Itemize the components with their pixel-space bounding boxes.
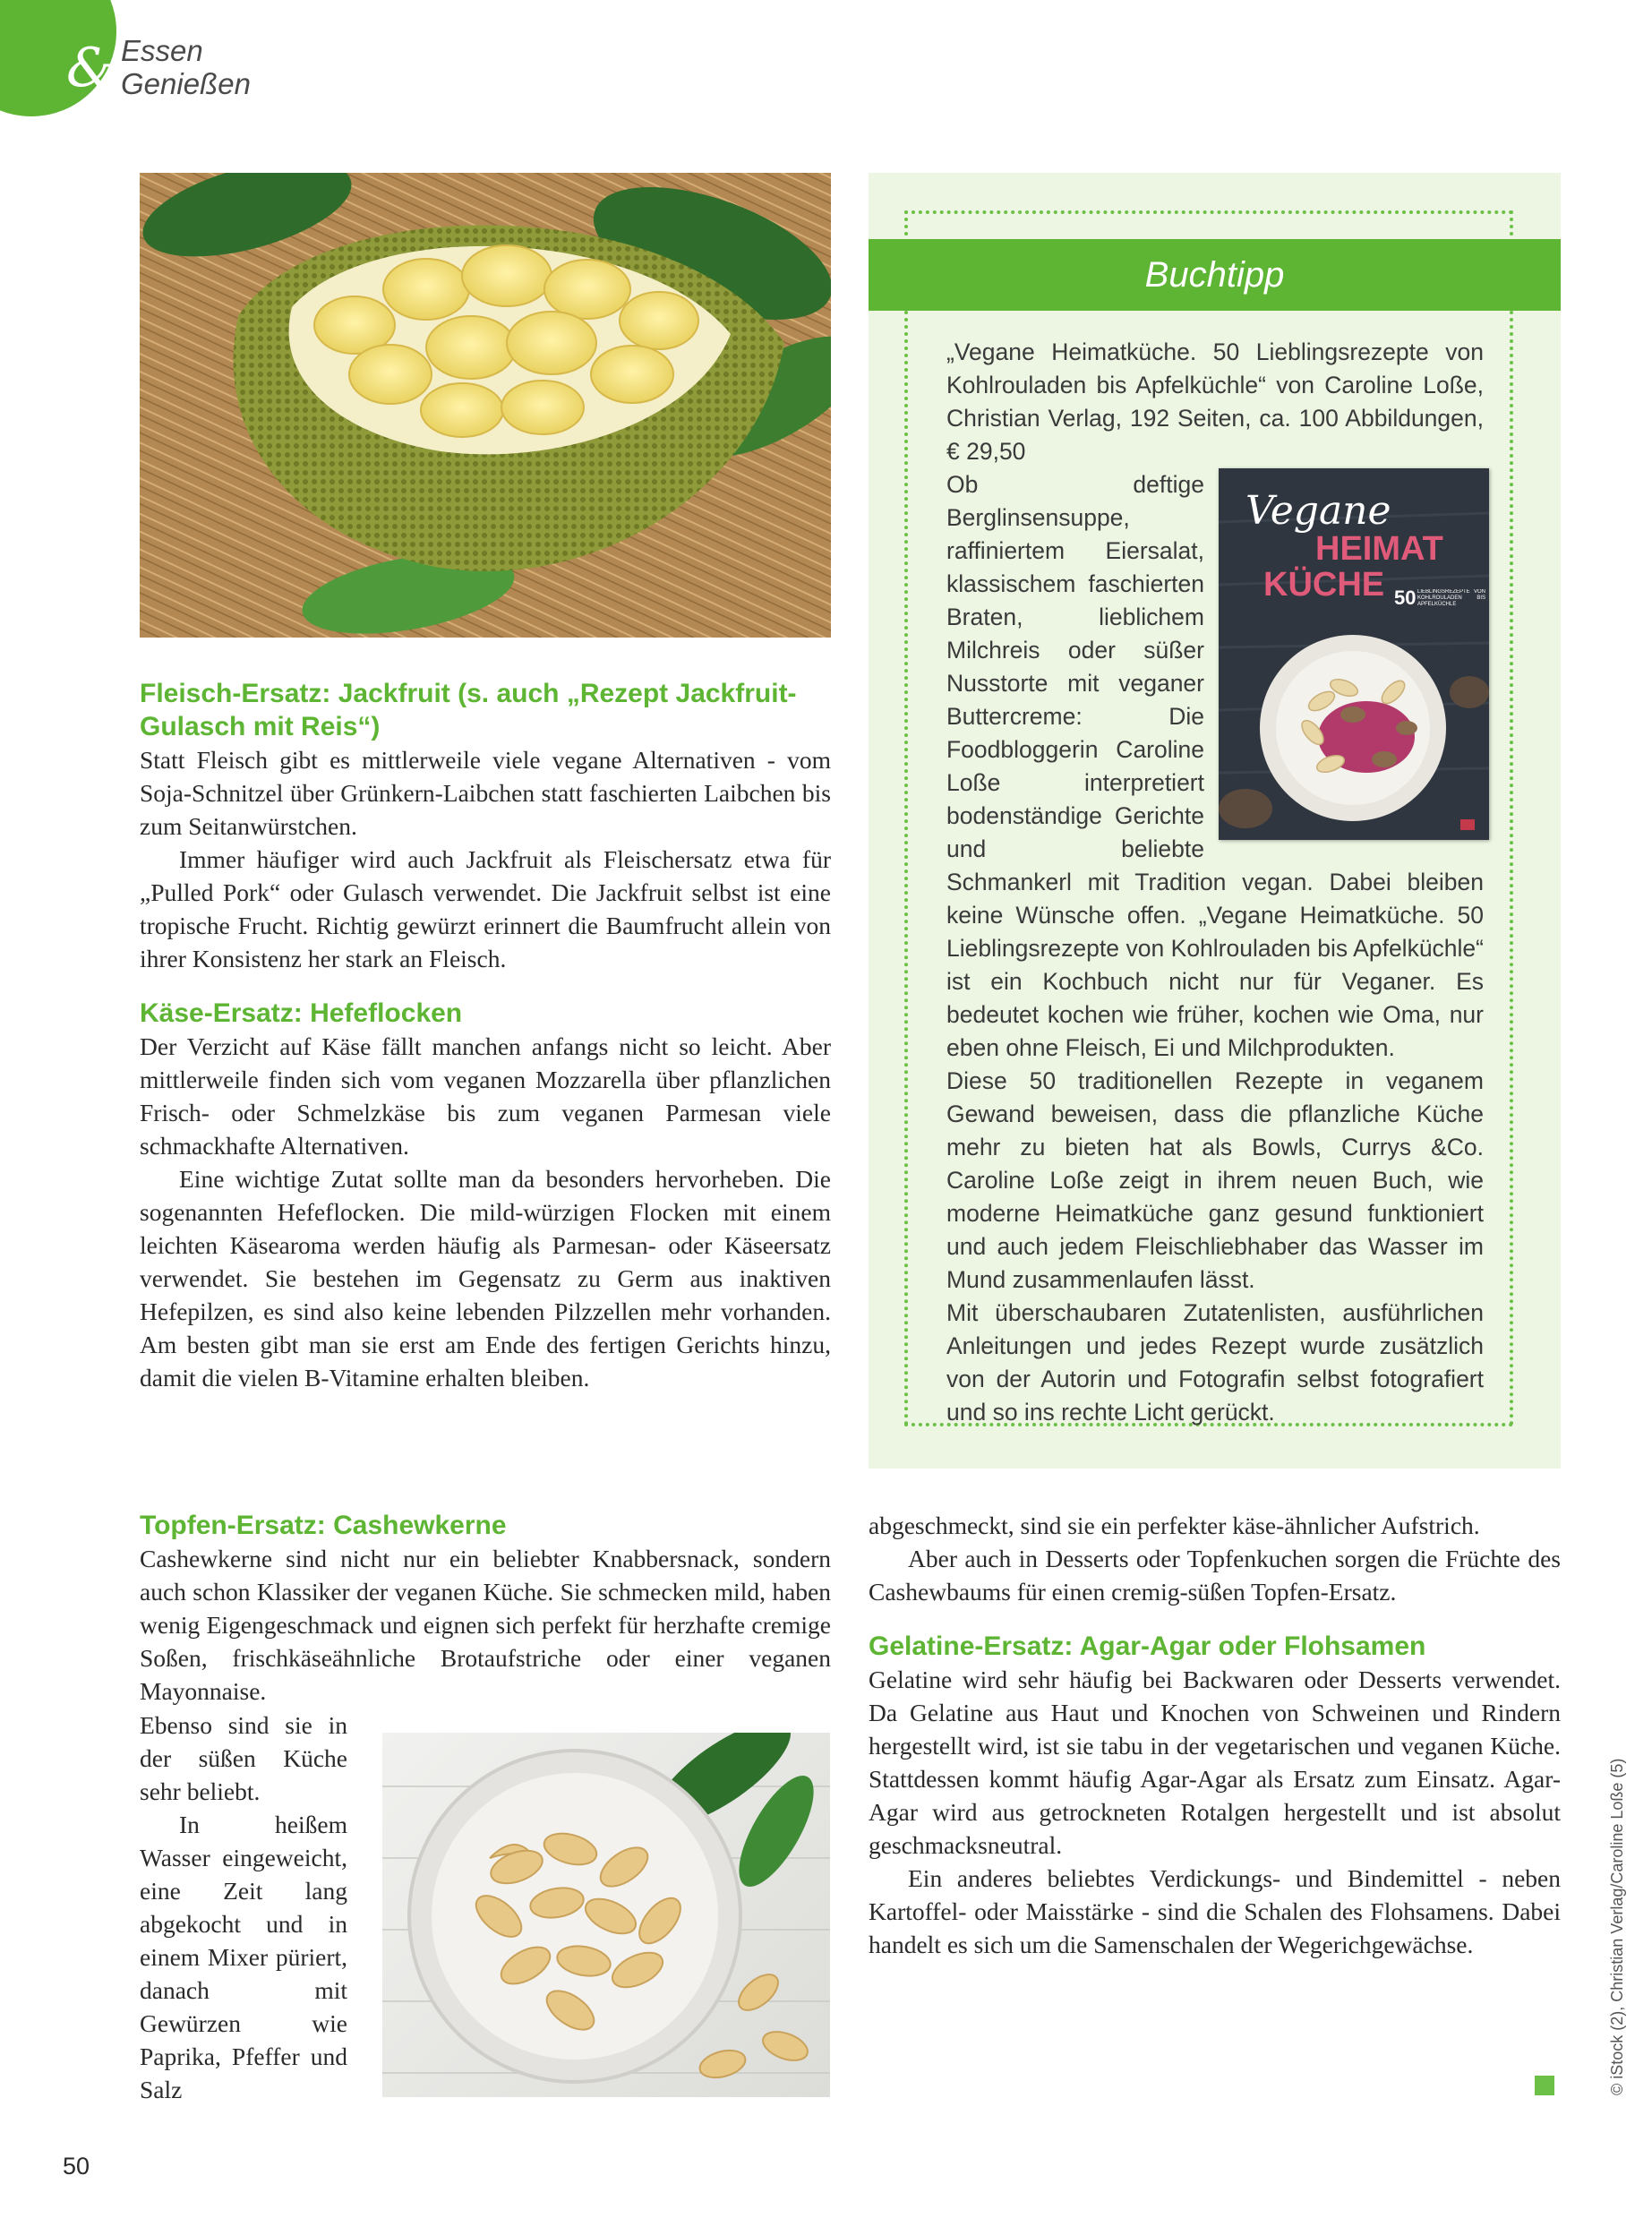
book-cover-title-2: KÜCHE [1263,566,1385,604]
buchtipp-description: Ob deftige Berglinsensuppe, raffiniertem Eiersalat, klassischem faschierten Braten, lieblichem Milchreis oder süßer Nusstorte mit veganer Buttercreme: Die Foodbloggerin Caroline Loße interpretiert bodenständige Gerichte und beliebte Schmankerl mit Tradition vegan. Dabei bleiben keine Wünsche offen. „Vegane Heimatküche. 50 Lieblingsrezepte von Kohlrouladen bis Apfelküchle“ ist ein Kochbuch nicht nur für Veganer. Es bedeutet kochen wie früher, kochen wie Oma, nur eben ohne Fleisch, Ei und Milchprodukten. [946,471,1484,1061]
cashew-bowl-photo [382,1733,830,2097]
paragraph: Gelatine wird sehr häufig bei Backwaren oder Desserts verwendet. Da Gelatine aus Haut und Knochen von Schweinen und Rindern hergestellt wird, ist sie tabu in der vegetarischen und veganen Küche. Stattdessen kommt häufig Agar-Agar als Ersatz zum Einsatz. Agar-Agar wird aus getrockneten Rotalgen hergestellt und ist absolut geschmacksneutral. [869,1666,1561,1859]
paragraph: abgeschmeckt, sind sie ein perfekter käse-ähnlicher Aufstrich. [869,1511,1480,1539]
paragraph: Ein anderes beliebtes Verdickungs- und Bindemittel - neben Kartoffel- oder Maisstärke - sind die Schalen des Flohsamens. Dabei handelt es sich um die Samenschalen der Wegerichgewächse. [869,1864,1561,1958]
article-column-right-bottom [869,1509,1561,1961]
book-cover-script: Vegane [1245,488,1391,534]
buchtipp-paragraph: Mit überschaubaren Zutatenlisten, ausführlichen Anleitungen und jedes Rezept wurde zusätzlich von der Autorin und Fotografin selbst fotografiert und so ins rechte Licht gerückt. [946,1299,1484,1426]
photo-credit: © iStock (2), Christian Verlag/Caroline Loße (5) [1608,1758,1626,2095]
paragraph: Eine wichtige Zutat sollte man da besonders hervorheben. Die sogenannten Hefeflocken. Die mild-würzigen Flocken mit einem leichten Käsearoma werden häufig als Parmesan- oder Käseersatz verwendet. Sie bestehen im Gegensatz zu Germ aus inaktiven Hefepilzen, es sind also keine lebenden Pilzzellen mehr vorhanden. Am besten gibt man sie erst am Ende des fertigen Gerichts hinzu, damit die vielen B-Vitamine erhalten bleiben. [140,1165,831,1392]
article-column-left-bottom [140,1509,831,1708]
section-label-line2: Genießen [121,67,251,100]
section-label-line1: Essen [121,34,203,67]
jackfruit-illustration [140,173,831,638]
buchtipp-text [946,336,1484,1429]
paragraph: Statt Fleisch gibt es mittlerweile viele vegane Alternativen - vom Soja-Schnitzel über Grünkern-Laibchen statt faschierten Laibchen bis zum Seitanwürstchen. [140,746,831,840]
paragraph: In heißem Wasser eingeweicht, eine Zeit lang abgekocht und in einem Mixer püriert, danach mit Gewürzen wie Paprika, Pfeffer und Salz [140,1811,347,2103]
paragraph: Immer häufiger wird auch Jackfruit als Fleischersatz etwa für „Pulled Pork“ oder Gulasch verwendet. Die Jackfruit selbst ist eine tropische Frucht. Richtig gewürzt erinnert die Baumfrucht allein von ihrer Konsistenz her stark an Fleisch. [140,845,831,972]
section-logo-ampersand: & [66,37,115,99]
book-cover-title-1: HEIMAT [1315,530,1443,568]
buchtipp-title: Buchtipp [1144,255,1285,295]
cashew-illustration [382,1733,830,2097]
paragraph: Cashewkerne sind nicht nur ein beliebter Knabbersnack, sondern auch schon Klassiker der veganen Küche. Sie schmecken mild, haben wenig Eigengeschmack und eignen sich perfekt für herzhafte cremige Soßen, frischkäseähnliche Brotaufstriche oder einer veganen Mayonnaise. [140,1545,831,1705]
heading-kaese-ersatz: Käse-Ersatz: Hefeflocken [140,998,463,1028]
book-cover-number: 50 [1394,587,1417,609]
book-cover-subtitle-box [1417,589,1485,620]
article-narrow-column [140,1708,347,2106]
paragraph: Ebenso sind sie in der süßen Küche sehr beliebt. [140,1711,347,1805]
jackfruit-photo [140,173,831,638]
buchtipp-paragraph: Diese 50 traditionellen Rezepte in veganem Gewand beweisen, dass die pflanzliche Küche mehr zu bieten hat als Bowls, Currys &Co. Caroline Loße zeigt in ihrem neuen Buch, wie moderne Heimatküche ganz gesund funktioniert und auch jedem Fleischliebhaber das Wasser im Mund zusammenlaufen lässt. [946,1067,1484,1293]
page-number: 50 [63,2153,90,2179]
section-label [121,34,251,100]
book-cover-subtitle: LIEBLINGSREZEPTE VON KOHLROULADEN BIS APFELKÜCHLE [1417,589,1485,607]
heading-topfen-ersatz: Topfen-Ersatz: Cashewkerne [140,1511,507,1540]
heading-fleisch-ersatz: Fleisch-Ersatz: Jackfruit (s. auch „Rezept Jackfruit-Gulasch mit Reis“) [140,679,797,741]
book-cover-illustration [1219,468,1489,840]
heading-gelatine-ersatz: Gelatine-Ersatz: Agar-Agar oder Flohsamen [869,1631,1426,1661]
paragraph: Aber auch in Desserts oder Topfenkuchen sorgen die Früchte des Cashewbaums für einen cremig-süßen Topfen-Ersatz. [869,1545,1561,1606]
buchtipp-bibliography: „Vegane Heimatküche. 50 Lieblingsrezepte von Kohlrouladen bis Apfelküchle“ von Caroline Loße, Christian Verlag, 192 Seiten, ca. 100 Abbildungen, € 29,50 [946,338,1484,465]
article-column-left-top [140,677,831,1394]
book-cover-image [1219,468,1489,840]
paragraph: Der Verzicht auf Käse fällt manchen anfangs nicht so leicht. Aber mittlerweile finden sich vom veganen Mozzarella über pflanzlichen Frisch- oder Schmelzkäse bis zum veganen Parmesan viele schmackhafte Alternativen. [140,1032,831,1160]
article-end-mark [1535,2076,1554,2095]
buchtipp-box [869,173,1561,1469]
